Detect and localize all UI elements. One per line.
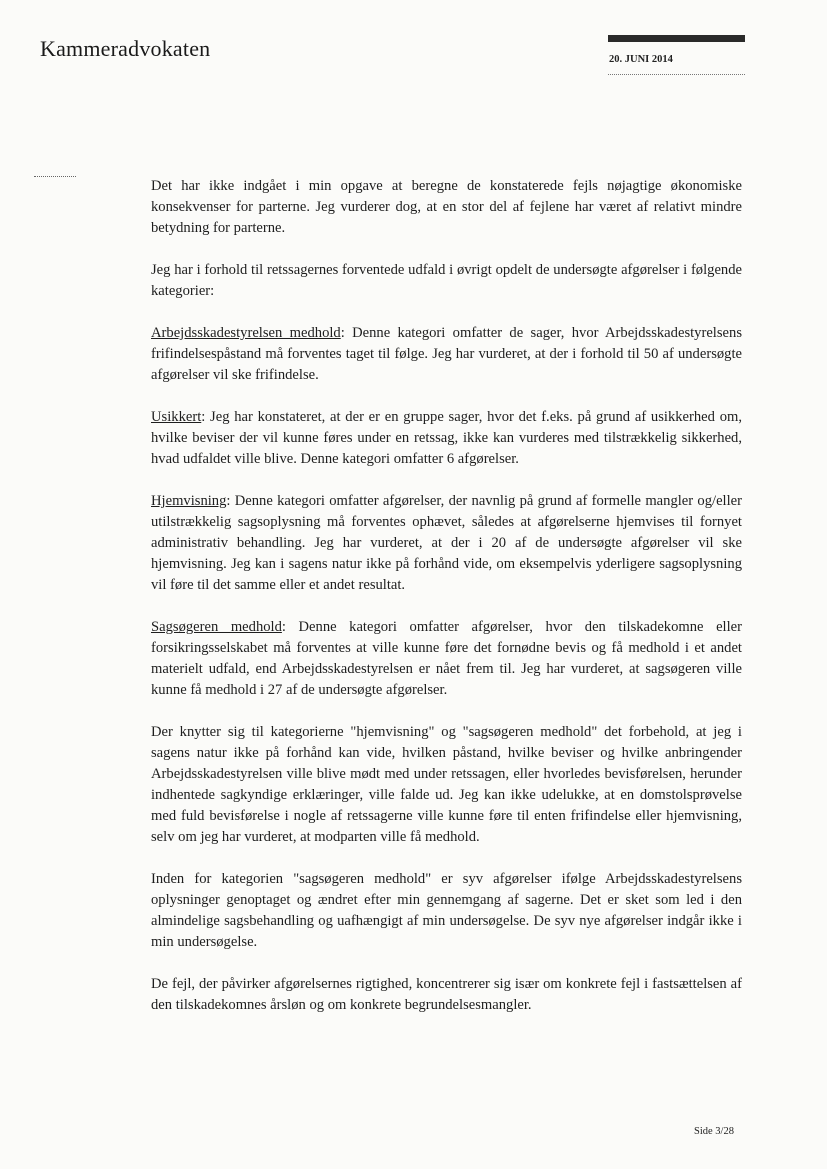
margin-mark: [34, 176, 76, 177]
category-term: Hjemvisning: [151, 493, 227, 509]
paragraph-2: Jeg har i forhold til retssagernes forventede udfald i øvrigt opdelt de undersøgte afgørelser i følgende kategorier:: [151, 262, 742, 299]
category-term: Sagsøgeren medhold: [151, 619, 282, 635]
date-divider: [608, 74, 745, 75]
category-text: : Denne kategori omfatter de sager, hvor Arbejdsskadestyrelsens frifindelsespåstand må forventes taget til følge. Jeg har vurderet, at der i forhold til 50 af undersøgte afgørelser vil ske frifindelse.: [151, 325, 742, 383]
paragraph-8: Inden for kategorien "sagsøgeren medhold" er syv afgørelser ifølge Arbejdsskadestyrelsens oplysninger genoptaget og ændret efter min gennemgang af sagerne. Det er sket som led i den almindelige sagsbehandling og uafhængigt af min undersøgelse. De syv nye afgørelser indgår ikke i min undersøgelse.: [151, 871, 742, 950]
category-text: : Jeg har konstateret, at der er en gruppe sager, hvor det f.eks. på grund af usikkerhed om, hvilke beviser der vil kunne føres under en retssag, ikke kan vurderes med tilstrækkelig sikkerhed, hvad udfaldet ville blive. Denne kategori omfatter 6 afgørelser.: [151, 409, 742, 467]
category-text: : Denne kategori omfatter afgørelser, der navnlig på grund af formelle mangler og/eller utilstrækkelig sagsoplysning må forventes ophævet, således at afgørelserne hjemvises til fornyet administrativ behandling. Jeg har vurderet, at der i 20 af de undersøgte afgørelser vil ske hjemvisning. Jeg kan i sagens natur ikke på forhånd vide, om eksempelvis yderligere sagsoplysning vil føre til det samme eller et andet resultat.: [151, 493, 742, 593]
category-term: Usikkert: [151, 409, 202, 425]
category-hjemvisning: [151, 491, 742, 596]
paragraph-7: Der knytter sig til kategorierne "hjemvisning" og "sagsøgeren medhold" det forbehold, at jeg i sagens natur ikke på forhånd kan vide, hvilken påstand, hvilke beviser og hvilke anbringender Arbejdsskadestyrelsen ville blive mødt med under retssagen, eller hvorledes bevisførelsen, herunder indhentede sagkyndige erklæringer, ville falde ud. Jeg kan ikke udelukke, at en domstolsprøvelse med fuld bevisførelse i nogle af retssagerne ville kunne føre til enten frifindelse eller hjemvisning, selv om jeg har vurderet, at modparten ville få medhold.: [151, 724, 742, 845]
category-arbejdsskadestyrelsen-medhold: [151, 323, 742, 386]
paragraph-9: De fejl, der påvirker afgørelsernes rigtighed, koncentrerer sig især om konkrete fejl i fastsættelsen af den tilskadekomnes årsløn og om konkrete begrundelsesmangler.: [151, 976, 742, 1013]
page-number: Side 3/28: [694, 1126, 734, 1137]
document-body: [151, 176, 742, 1016]
category-text: : Denne kategori omfatter afgørelser, hvor den tilskadekomne eller forsikringsselskabet må forventes at ville kunne føre det fornødne bevis og få medhold i et andet materielt udfald, end Arbejdsskadestyrelsen er nået frem til. Jeg har vurderet, at sagsøgeren ville kunne få medhold i 27 af de undersøgte afgørelser.: [151, 619, 742, 698]
header-bar: [608, 35, 745, 42]
document-date: 20. JUNI 2014: [609, 54, 673, 65]
paragraph-1: Det har ikke indgået i min opgave at beregne de konstaterede fejls nøjagtige økonomiske konsekvenser for parterne. Jeg vurderer dog, at en stor del af fejlene har været af relativt mindre betydning for parterne.: [151, 178, 742, 236]
brand-logo: Kammeradvokaten: [40, 36, 211, 61]
category-term: Arbejdsskadestyrelsen medhold: [151, 325, 341, 341]
category-usikkert: [151, 407, 742, 470]
category-sagsoegeren-medhold: [151, 617, 742, 701]
